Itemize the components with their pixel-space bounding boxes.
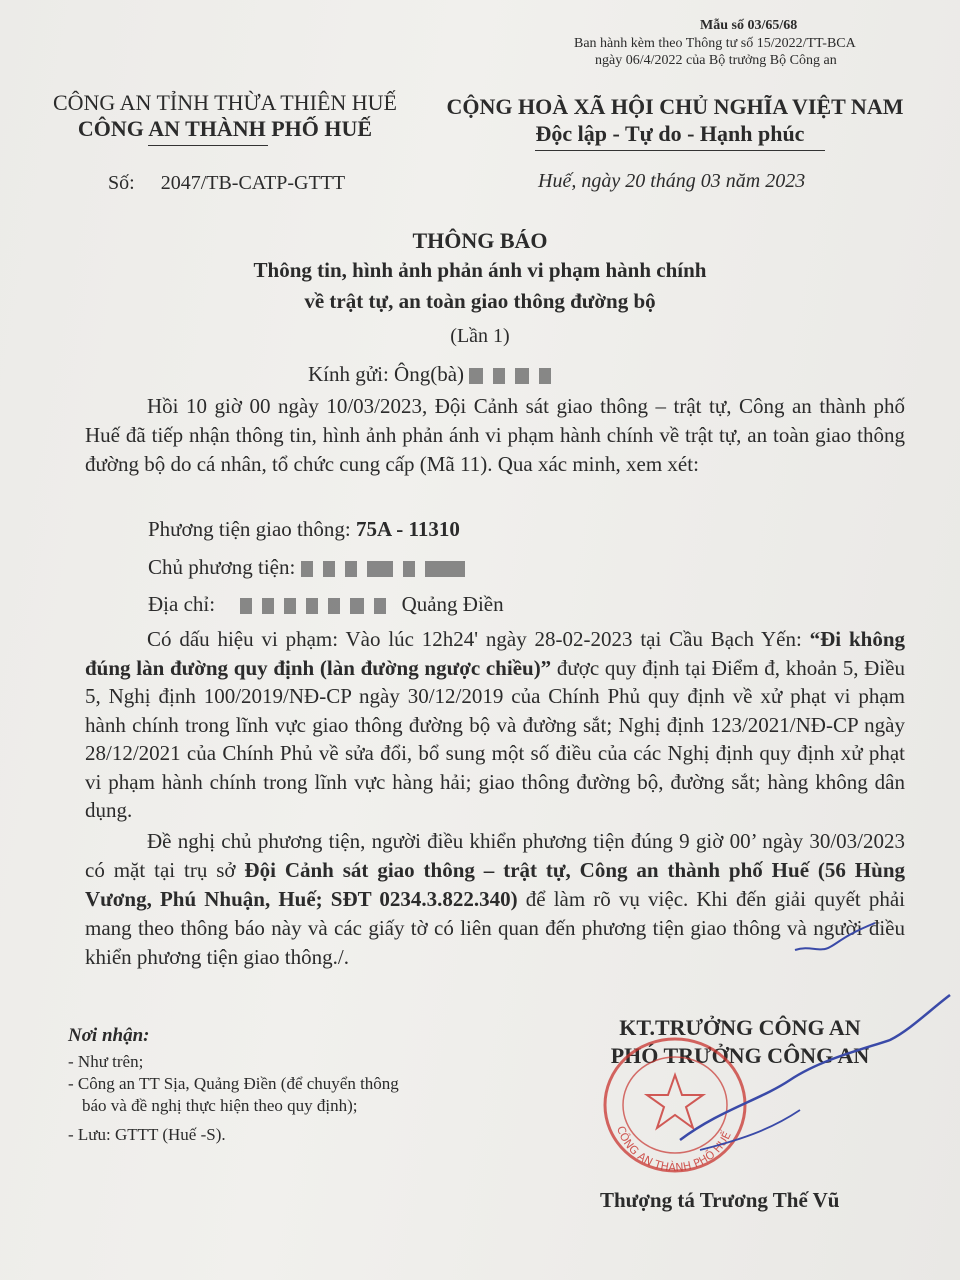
handwritten-signature	[660, 990, 960, 1170]
address-line	[148, 592, 504, 617]
notice-subtitle-1: Thông tin, hình ảnh phản ánh vi phạm hành chính	[253, 258, 707, 282]
redaction-block	[262, 598, 274, 614]
recipient-label: Kính gửi: Ông(bà)	[308, 362, 465, 386]
recipients-item: - Lưu: GTTT (Huế -S).	[68, 1125, 226, 1144]
violation-legal-basis: được quy định tại Điểm đ, khoản 5, Điều 5, Nghị định 100/2019/NĐ-CP ngày 30/12/2019 của Chính Phủ quy định về xử phạt vi phạm hành chính trong lĩnh vực giao thông đường bộ và đường sắt; Nghị định 123/2021/NĐ-CP ngày 28/12/2021 của Chính Phủ về sửa đổi, bổ sung một số điều của các Nghị định quy định xử phạt vi phạm hành chính trong lĩnh vực hàng hải; giao thông đường bộ, đường sắt; hàng không dân dụng.	[85, 655, 905, 822]
paragraph-request	[85, 827, 905, 972]
notice-round: (Lần 1)	[450, 325, 510, 347]
redaction-block	[323, 561, 335, 577]
agency-parent: CÔNG AN TỈNH THỪA THIÊN HUẾ	[52, 90, 397, 115]
paragraph-intro: Hồi 10 giờ 00 ngày 10/03/2023, Đội Cảnh sát giao thông – trật tự, Công an thành phố Huế đã tiếp nhận thông tin, hình ảnh phản ánh vi phạm hành chính về trật tự, an toàn giao thông đường bộ do cá nhân, tổ chức cung cấp (Mã 11). Qua xác minh, xem xét:	[85, 394, 905, 476]
violation-offense: “Đi không đúng làn đường quy định (làn đường ngược chiều)”	[85, 627, 905, 680]
stamp-text: CÔNG AN THÀNH PHỐ HUẾ	[613, 1124, 734, 1175]
national-motto: Độc lập - Tự do - Hạnh phúc	[535, 121, 805, 146]
recipient-line	[308, 362, 561, 387]
violation-intro: Có dấu hiệu vi phạm: Vào lúc 12h24' ngày 28-02-2023 tại Cầu Bạch Yến:	[147, 627, 802, 651]
owner-label: Chủ phương tiện:	[148, 555, 296, 579]
redaction-block	[539, 368, 551, 384]
recipients-item: - Như trên;	[68, 1052, 144, 1071]
redaction-block	[301, 561, 313, 577]
form-code: Mẫu số 03/65/68	[700, 18, 798, 33]
redaction-block	[328, 598, 340, 614]
address-visible: Quảng Điền	[401, 592, 504, 616]
redaction-block	[493, 368, 505, 384]
owner-line	[148, 555, 475, 580]
recipients-item: - Công an TT Sịa, Quảng Điền (để chuyển thông	[68, 1074, 399, 1093]
recipients-title: Nơi nhận:	[68, 1025, 150, 1046]
request-time: Đề nghị chủ phương tiện, người điều khiển phương tiện đúng 9 giờ 00’ ngày 30/03/2023 có mặt tại trụ sở	[85, 829, 905, 882]
vehicle-label: Phương tiện giao thông:	[148, 517, 351, 541]
redaction-block	[515, 368, 529, 384]
redaction-block	[425, 561, 465, 577]
request-place: Đội Cảnh sát giao thông – trật tự, Công an thành phố Huế (56 Hùng Vương, Phú Nhuận, Huế; SĐT 0234.3.822.340)	[85, 858, 906, 911]
form-issued-line-2: ngày 06/4/2022 của Bộ trưởng Bộ Công an	[595, 53, 837, 68]
redaction-block	[469, 368, 483, 384]
vehicle-plate: 75A - 11310	[355, 517, 460, 541]
document-number-label: Số:	[108, 172, 135, 194]
notice-subtitle-2: về trật tự, an toàn giao thông đường bộ	[304, 289, 656, 313]
national-title: CỘNG HOÀ XÃ HỘI CHỦ NGHĨA VIỆT NAM	[446, 94, 904, 119]
vehicle-line	[148, 517, 460, 542]
request-instructions: để làm rõ vụ việc. Khi đến giải quyết phải mang theo thông báo này và các giấy tờ có liên quan đến phương tiện giao thông và người điều khiển phương tiện giao thông./.	[85, 887, 905, 969]
paragraph-violation	[85, 625, 905, 825]
redaction-block	[306, 598, 318, 614]
handwritten-tick-mark	[790, 915, 880, 965]
signature-position: PHÓ TRƯỞNG CÔNG AN	[610, 1043, 870, 1068]
redaction-block	[345, 561, 357, 577]
redaction-block	[240, 598, 252, 614]
form-issued-line-1: Ban hành kèm theo Thông tư số 15/2022/TT-BCA	[574, 36, 856, 51]
redaction-block	[284, 598, 296, 614]
recipients-item-continued: báo và đề nghị thực hiện theo quy định);	[82, 1096, 358, 1115]
document-date: Huế, ngày 20 tháng 03 năm 2023	[538, 170, 806, 192]
motto-underline	[535, 150, 825, 151]
signer-name: Thượng tá Trương Thế Vũ	[600, 1188, 840, 1212]
document-number	[108, 172, 345, 195]
address-label: Địa chỉ:	[148, 592, 216, 616]
notice-title: THÔNG BÁO	[412, 228, 548, 253]
agency-name: CÔNG AN THÀNH PHỐ HUẾ	[77, 116, 373, 141]
document-number-value: 2047/TB-CATP-GTTT	[160, 172, 346, 194]
redaction-block	[367, 561, 393, 577]
agency-underline	[148, 145, 268, 146]
redaction-block	[350, 598, 364, 614]
redaction-block	[374, 598, 386, 614]
redaction-block	[403, 561, 415, 577]
signature-authority: KT.TRƯỞNG CÔNG AN	[619, 1015, 861, 1040]
